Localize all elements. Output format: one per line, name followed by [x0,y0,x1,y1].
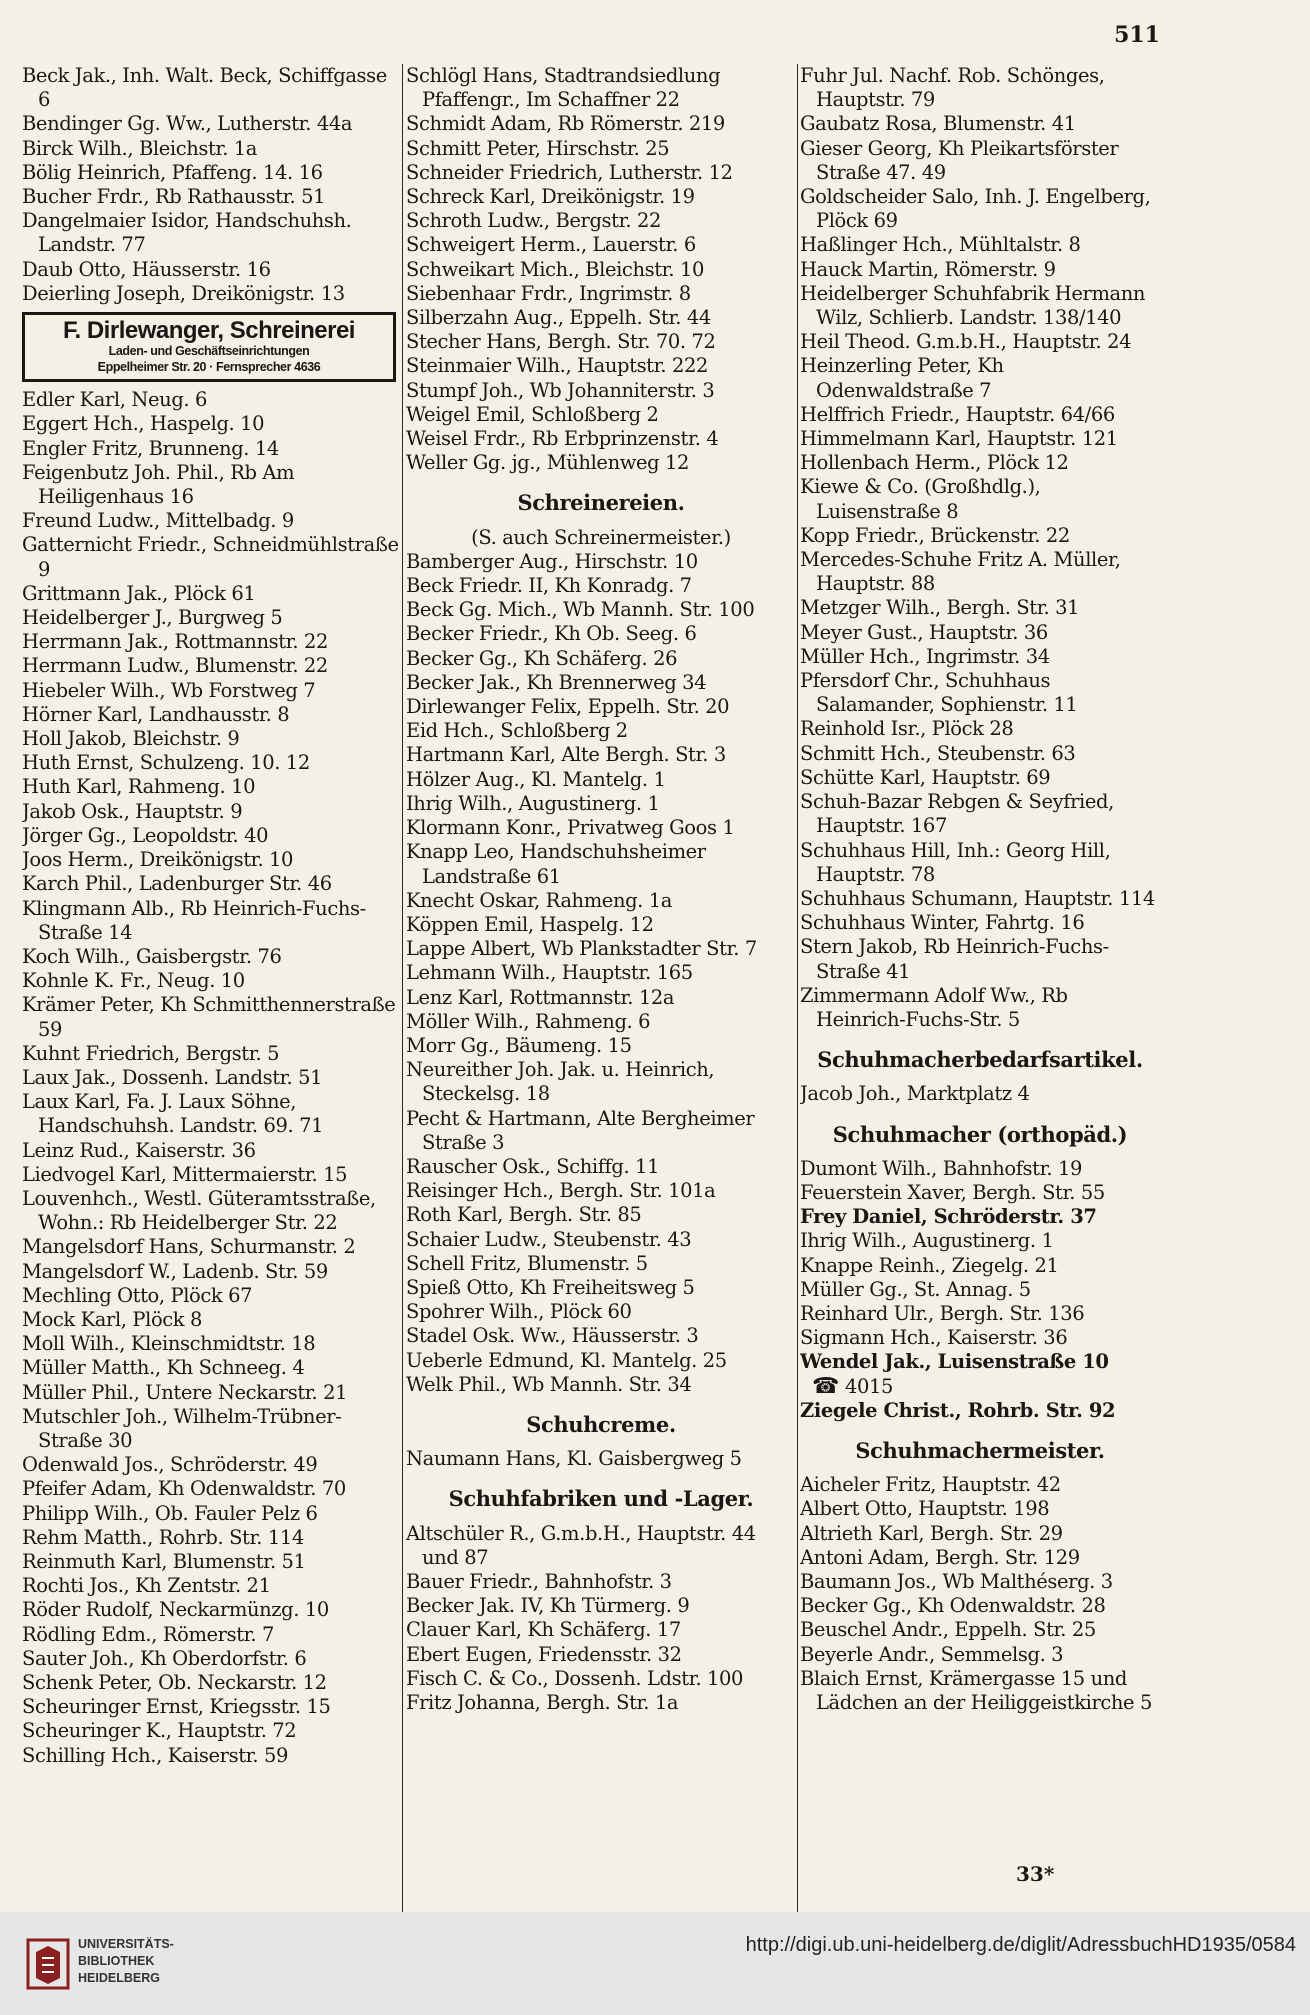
directory-entry: Beck Gg. Mich., Wb Mannh. Str. 100 [406,598,755,622]
directory-entry: Naumann Hans, Kl. Gaisbergweg 5 [406,1447,742,1471]
directory-entry: Sauter Joh., Kh Oberdorfstr. 6 [22,1646,307,1670]
directory-entry: Lappe Albert, Wb Plankstadter Str. 7 [406,937,757,961]
directory-entry: Freund Ludw., Mittelbadg. 9 [22,509,294,533]
directory-entry: Antoni Adam, Bergh. Str. 129 [800,1545,1080,1569]
directory-entry: Heidelberger J., Burgweg 5 [22,606,283,630]
directory-entry: Schweigert Herm., Lauerstr. 6 [406,233,696,257]
directory-entry: Rochti Jos., Kh Zentstr. 21 [22,1574,271,1598]
directory-entry: Schmitt Peter, Hirschstr. 25 [406,136,670,160]
section-heading: Schuhmacherbedarfsartikel. [817,1047,1143,1073]
section-heading: Schreinereien. [517,490,685,516]
library-name-line: BIBLIOTHEK [78,1954,155,1968]
telephone-icon: ☎ [812,1373,840,1399]
directory-entry: Becker Friedr., Kh Ob. Seeg. 6 [406,622,697,646]
directory-entry: Schreck Karl, Dreikönigstr. 19 [406,185,695,209]
directory-entry: Fuhr Jul. Nachf. Rob. Schönges, Hauptstr. 79 [800,64,1105,112]
directory-entry: Helffrich Friedr., Hauptstr. 64/66 [800,402,1115,426]
directory-entry: Beuschel Andr., Eppelh. Str. 25 [800,1618,1096,1642]
directory-entry: Dirlewanger Felix, Eppelh. Str. 20 [406,695,730,719]
directory-entry: Kiewe & Co. (Großhdlg.), Luisenstraße 8 [800,475,1041,523]
directory-entry: Leinz Rud., Kaiserstr. 36 [22,1138,256,1162]
directory-entry: Schilling Hch., Kaiserstr. 59 [22,1743,289,1767]
directory-entry: Schenk Peter, Ob. Neckarstr. 12 [22,1671,327,1694]
directory-entry: Reisinger Hch., Bergh. Str. 101a [406,1179,716,1203]
phone-number [800,1375,1160,1399]
directory-columns [22,64,1155,1912]
column-divider [797,64,798,1912]
directory-entry: Pfersdorf Chr., Schuhhaus Salamander, Sophienstr. 11 [800,669,1078,717]
directory-entry: Schmitt Hch., Steubenstr. 63 [800,741,1076,765]
directory-entry: Schuhhaus Schumann, Hauptstr. 114 [800,886,1155,910]
directory-entry: Schuhhaus Winter, Fahrtg. 16 [800,911,1085,935]
directory-entry: Meyer Gust., Hauptstr. 36 [800,620,1048,644]
directory-entry: Zimmermann Adolf Ww., Rb Heinrich-Fuchs-Str. 5 [800,983,1068,1031]
directory-entry: Edler Karl, Neug. 6 [22,388,208,412]
page-signature: 33* [1016,1862,1055,1886]
directory-entry: Mutschler Joh., Wilhelm-Trübner-Straße 30 [22,1404,342,1452]
phone-number-text: 4015 [845,1374,894,1398]
ad-line: Eppelheimer Str. 20 · Fernsprecher 4636 [97,360,321,375]
directory-entry: Heinzerling Peter, Kh Odenwaldstraße 7 [800,354,1004,402]
directory-entry: Hölzer Aug., Kl. Mantelg. 1 [406,767,666,791]
directory-entry: Siebenhaar Frdr., Ingrimstr. 8 [406,281,691,305]
advertisement-box [22,312,396,382]
section-heading: Schuhmachermeister. [855,1437,1105,1463]
directory-entry: Scheuringer K., Hauptstr. 72 [22,1719,297,1743]
section-heading: Schuhmacher (orthopäd.) [832,1121,1128,1147]
directory-entry: Lehmann Wilh., Hauptstr. 165 [406,961,693,985]
directory-entry: Bendinger Gg. Ww., Lutherstr. 44a [22,112,353,136]
column-1 [22,64,402,1912]
directory-entry: Morr Gg., Bäumeng. 15 [406,1033,632,1057]
footer-bar [0,1912,1310,2015]
directory-entry: Schuhhaus Hill, Inh.: Georg Hill, Hauptstr. 78 [800,838,1111,886]
directory-entry: Huth Ernst, Schulzeng. 10. 12 [22,751,310,775]
directory-entry: Schütte Karl, Hauptstr. 69 [800,765,1051,789]
directory-entry: Reinhold Isr., Plöck 28 [800,717,1014,741]
directory-entry: Bamberger Aug., Hirschstr. 10 [406,549,698,573]
directory-entry: Klormann Konr., Privatweg Goos 1 [406,816,735,840]
directory-entry: Rauscher Osk., Schiffg. 11 [406,1154,660,1178]
directory-entry: Spieß Otto, Kh Freiheitsweg 5 [406,1275,695,1299]
directory-entry: Mock Karl, Plöck 8 [22,1307,203,1331]
ad-line: Laden- und Geschäftseinrichtungen [108,344,310,359]
directory-entry: Schroth Ludw., Bergstr. 22 [406,209,661,233]
directory-entry: Kopp Friedr., Brückenstr. 22 [800,523,1070,547]
directory-entry: Mercedes-Schuhe Fritz A. Müller, Hauptstr. 88 [800,548,1121,596]
directory-entry: Beck Jak., Inh. Walt. Beck, Schiffgasse 6 [22,64,387,112]
directory-entry: Altschüler R., G.m.b.H., Hauptstr. 44 und 87 [406,1521,756,1569]
directory-entry: Daub Otto, Häusserstr. 16 [22,257,271,281]
directory-entry: Hörner Karl, Landhausstr. 8 [22,702,290,726]
section-heading: Schuhfabriken und -Lager. [448,1486,754,1512]
directory-entry: Mechling Otto, Plöck 67 [22,1283,253,1307]
directory-entry: Müller Matth., Kh Schneeg. 4 [22,1356,305,1380]
directory-entry: Sigmann Hch., Kaiserstr. 36 [800,1326,1068,1350]
directory-entry: Pecht & Hartmann, Alte Bergheimer Straße 3 [406,1106,755,1154]
library-logo-icon [26,1938,70,1990]
directory-entry: Hiebeler Wilh., Wb Forstweg 7 [22,678,316,702]
column-3 [800,64,1160,1912]
directory-entry: Stadel Osk. Ww., Häusserstr. 3 [406,1324,699,1348]
directory-entry: Herrmann Ludw., Blumenstr. 22 [22,654,328,678]
directory-entry: Blaich Ernst, Krämergasse 15 und Lädchen an der Heiliggeistkirche 5 [800,1666,1153,1714]
directory-entry: Liedvogel Karl, Mittermaierstr. 15 [22,1162,348,1186]
directory-entry: Stecher Hans, Bergh. Str. 70. 72 [406,330,716,354]
directory-entry: Roth Karl, Bergh. Str. 85 [406,1203,642,1227]
directory-entry: Altrieth Karl, Bergh. Str. 29 [800,1521,1063,1545]
directory-entry: Laux Karl, Fa. J. Laux Söhne, Handschuhsh. Landstr. 69. 71 [22,1090,324,1138]
directory-entry: Müller Hch., Ingrimstr. 34 [800,644,1050,668]
directory-entry: Heidelberger Schuhfabrik Hermann Wilz, Schlierb. Landstr. 138/140 [800,281,1146,330]
directory-entry: Reinmuth Karl, Blumenstr. 51 [22,1549,306,1573]
directory-entry: Schneider Friedrich, Lutherstr. 12 [406,160,733,184]
directory-entry: Hollenbach Herm., Plöck 12 [800,451,1069,475]
directory-entry: Haßlinger Hch., Mühltalstr. 8 [800,233,1081,257]
directory-entry: Becker Jak., Kh Brennerweg 34 [406,670,707,694]
directory-entry: Röder Rudolf, Neckarmünzg. 10 [22,1598,329,1622]
directory-entry: Deierling Joseph, Dreikönigstr. 13 [22,281,345,305]
directory-entry: Köppen Emil, Haspelg. 12 [406,912,654,936]
directory-entry: Bölig Heinrich, Pfaffeng. 14. 16 [22,160,323,184]
directory-entry: Kohnle K. Fr., Neug. 10 [22,969,245,993]
directory-entry: Reinhard Ulr., Bergh. Str. 136 [800,1301,1085,1325]
directory-entry: Schuh-Bazar Rebgen & Seyfried, Hauptstr. 167 [800,790,1114,838]
directory-entry: Ziegele Christ., Rohrb. Str. 92 [800,1398,1116,1422]
column-divider [402,64,403,1912]
directory-entry: Huth Karl, Rahmeng. 10 [22,775,256,799]
directory-entry: Krämer Peter, Kh Schmitthennerstraße 59 [22,993,396,1041]
directory-entry: Eggert Hch., Haspelg. 10 [22,412,265,436]
directory-entry: Beck Friedr. II, Kh Konradg. 7 [406,574,692,598]
directory-entry: Knecht Oskar, Rahmeng. 1a [406,888,673,912]
directory-entry: Becker Gg., Kh Schäferg. 26 [406,646,678,670]
directory-entry: Fisch C. & Co., Dossenh. Ldstr. 100 [406,1666,744,1690]
directory-entry: Laux Jak., Dossenh. Landstr. 51 [22,1065,323,1089]
directory-entry: Philipp Wilh., Ob. Fauler Pelz 6 [22,1501,318,1525]
directory-entry: Weigel Emil, Schloßberg 2 [406,402,659,426]
directory-entry: Scheuringer Ernst, Kriegsstr. 15 [22,1695,331,1719]
directory-entry: Albert Otto, Hauptstr. 198 [800,1497,1050,1521]
directory-entry: Pfeifer Adam, Kh Odenwaldstr. 70 [22,1477,346,1501]
section-note: (S. auch Schreinermeister.) [471,525,731,549]
directory-entry: Welk Phil., Wb Mannh. Str. 34 [406,1372,692,1396]
directory-entry: Stumpf Joh., Wb Johanniterstr. 3 [406,378,715,402]
directory-entry: Bauer Friedr., Bahnhofstr. 3 [406,1569,672,1593]
directory-entry: Schaier Ludw., Steubenstr. 43 [406,1227,692,1251]
directory-entry: Jörger Gg., Leopoldstr. 40 [22,823,269,847]
directory-entry: Gatternicht Friedr., Schneidmühlstraße 9 [22,533,399,581]
library-name [78,1936,174,1987]
directory-entry: Koch Wilh., Gaisbergstr. 76 [22,944,282,968]
directory-entry: Clauer Karl, Kh Schäferg. 17 [406,1618,681,1642]
ad-title: F. Dirlewanger, Schreinerei [63,317,355,345]
directory-entry: Stern Jakob, Rb Heinrich-Fuchs-Straße 41 [800,935,1109,983]
directory-entry: Hauck Martin, Römerstr. 9 [800,257,1056,281]
directory-entry: Engler Fritz, Brunneng. 14 [22,436,279,460]
directory-entry: Müller Phil., Untere Neckarstr. 21 [22,1380,348,1404]
directory-entry: Feuerstein Xaver, Bergh. Str. 55 [800,1180,1105,1204]
directory-entry: Wendel Jak., Luisenstraße 10 [800,1350,1109,1374]
directory-entry: Weisel Frdr., Rb Erbprinzenstr. 4 [406,427,719,451]
directory-entry: Himmelmann Karl, Hauptstr. 121 [800,427,1118,451]
directory-entry: Becker Jak. IV, Kh Türmerg. 9 [406,1594,690,1618]
directory-entry: Holl Jakob, Bleichstr. 9 [22,727,240,751]
directory-entry: Fritz Johanna, Bergh. Str. 1a [406,1691,679,1714]
directory-entry: Rehm Matth., Rohrb. Str. 114 [22,1525,304,1549]
directory-entry: Mangelsdorf Hans, Schurmanstr. 2 [22,1235,356,1259]
directory-entry: Schmidt Adam, Rb Römerstr. 219 [406,112,725,136]
directory-entry: Lenz Karl, Rottmannstr. 12a [406,985,675,1009]
directory-entry: Heil Theod. G.m.b.H., Hauptstr. 24 [800,330,1132,354]
directory-entry: Feigenbutz Joh. Phil., Rb Am Heiligenhaus 16 [22,460,295,509]
directory-entry: Mangelsdorf W., Ladenb. Str. 59 [22,1259,328,1283]
directory-entry: Gieser Georg, Kh Pleikartsförster Straße 47. 49 [800,136,1119,184]
directory-entry: Neureither Joh. Jak. u. Heinrich, Steckelsg. 18 [406,1058,715,1106]
directory-entry: Schlögl Hans, Stadtrandsiedlung Pfaffengr., Im Schaffner 22 [406,64,721,112]
directory-entry: Frey Daniel, Schröderstr. 37 [800,1205,1097,1229]
directory-entry: Knappe Reinh., Ziegelg. 21 [800,1253,1059,1277]
directory-entry: Eid Hch., Schloßberg 2 [406,719,628,743]
directory-entry: Ihrig Wilh., Augustinerg. 1 [406,791,660,815]
directory-entry: Metzger Wilh., Bergh. Str. 31 [800,596,1080,620]
directory-entry: Schweikart Mich., Bleichstr. 10 [406,257,705,281]
section-heading: Schuhcreme. [526,1411,676,1437]
directory-entry: Aicheler Fritz, Hauptstr. 42 [800,1473,1061,1497]
column-2 [406,64,796,1912]
directory-entry: Odenwald Jos., Schröderstr. 49 [22,1453,318,1477]
directory-entry: Knapp Leo, Handschuhsheimer Landstraße 61 [406,840,706,888]
directory-entry: Goldscheider Salo, Inh. J. Engelberg, Plöck 69 [800,185,1151,233]
directory-entry: Birck Wilh., Bleichstr. 1a [22,136,258,160]
directory-entry: Gaubatz Rosa, Blumenstr. 41 [800,112,1076,136]
directory-entry: Grittmann Jak., Plöck 61 [22,581,256,605]
directory-entry: Klingmann Alb., Rb Heinrich-Fuchs-Straße 14 [22,896,366,944]
library-name-line: HEIDELBERG [78,1971,160,1985]
directory-entry: Joos Herm., Dreikönigstr. 10 [22,848,294,872]
directory-entry: Jacob Joh., Marktplatz 4 [800,1082,1030,1106]
directory-entry: Dumont Wilh., Bahnhofstr. 19 [800,1156,1082,1180]
directory-entry: Louvenhch., Westl. Güteramtsstraße, Wohn.: Rb Heidelberger Str. 22 [22,1186,376,1235]
directory-entry: Beyerle Andr., Semmelsg. 3 [800,1642,1064,1666]
directory-entry: Hartmann Karl, Alte Bergh. Str. 3 [406,743,726,767]
directory-entry: Ebert Eugen, Friedensstr. 32 [406,1642,682,1666]
directory-entry: Karch Phil., Ladenburger Str. 46 [22,872,332,896]
directory-entry: Weller Gg. jg., Mühlenweg 12 [406,451,690,475]
source-url-link[interactable]: http://digi.ub.uni-heidelberg.de/diglit/AdressbuchHD1935/0584 [745,1934,1296,1956]
library-name-line: UNIVERSITÄTS- [78,1937,174,1951]
directory-entry: Baumann Jos., Wb Malthéserg. 3 [800,1569,1113,1593]
directory-entry: Möller Wilh., Rahmeng. 6 [406,1009,651,1033]
directory-entry: Silberzahn Aug., Eppelh. Str. 44 [406,306,711,330]
directory-entry: Schell Fritz, Blumenstr. 5 [406,1251,648,1275]
directory-entry: Spohrer Wilh., Plöck 60 [406,1300,632,1324]
directory-entry: Herrmann Jak., Rottmannstr. 22 [22,630,329,654]
directory-entry: Steinmaier Wilh., Hauptstr. 222 [406,354,709,378]
directory-entry: Moll Wilh., Kleinschmidtstr. 18 [22,1332,316,1356]
directory-entry: Ihrig Wilh., Augustinerg. 1 [800,1229,1054,1253]
directory-entry: Rödling Edm., Römerstr. 7 [22,1622,275,1646]
directory-entry: Kuhnt Friedrich, Bergstr. 5 [22,1041,280,1065]
directory-entry: Jakob Osk., Hauptstr. 9 [22,799,243,823]
directory-entry: Müller Gg., St. Annag. 5 [800,1277,1031,1301]
directory-entry: Becker Gg., Kh Odenwaldstr. 28 [800,1594,1106,1618]
directory-entry: Ueberle Edmund, Kl. Mantelg. 25 [406,1348,727,1372]
directory-entry: Dangelmaier Isidor, Handschuhsh. Landstr. 77 [22,209,352,257]
directory-entry: Bucher Frdr., Rb Rathausstr. 51 [22,185,326,209]
page-number: 511 [1114,22,1160,48]
